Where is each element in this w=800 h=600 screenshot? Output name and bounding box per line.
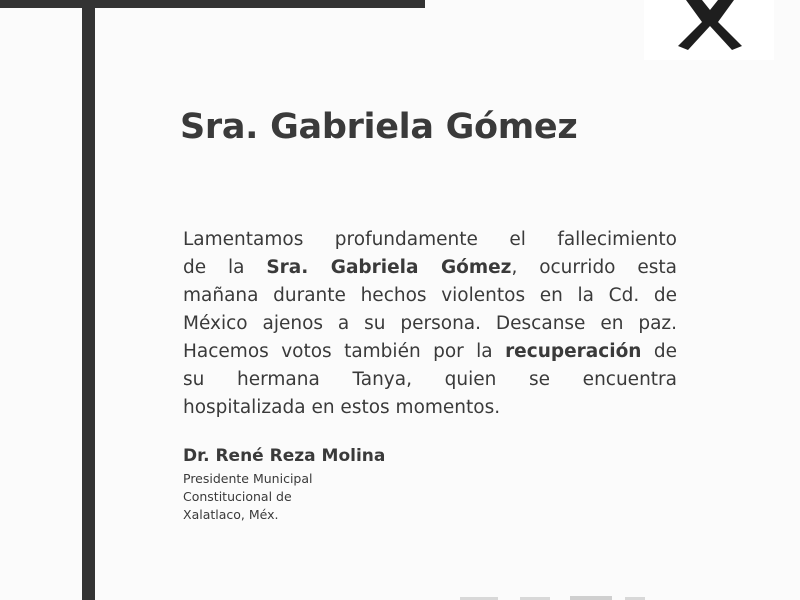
message-line-5: Hacemos votos también por la recuperación de [183, 341, 678, 362]
signatory-name: Dr. René Reza Molina [183, 446, 386, 466]
mourning-ribbon-icon [672, 0, 748, 50]
condolence-message [183, 226, 677, 422]
message-line-2: de la Sra. Gabriela Gómez, ocurrido esta [183, 257, 677, 278]
top-frame-bar [0, 0, 425, 8]
signatory-title-line-2: Constitucional de [183, 489, 292, 504]
message-line-4: México ajenos a su persona. Descanse en paz. [183, 313, 677, 334]
message-line-6: su hermana Tanya, quien se encuentra [183, 369, 677, 390]
message-line-3: mañana durante hechos violentos en la Cd. de [183, 285, 677, 306]
bottom-decorative-marks [460, 594, 660, 600]
signatory-title-line-3: Xalatlaco, Méx. [183, 507, 279, 522]
signatory-title [183, 470, 313, 524]
signatory-title-line-1: Presidente Municipal [183, 471, 313, 486]
deceased-name-inline: Sra. Gabriela Gómez [266, 257, 512, 278]
deceased-name-title: Sra. Gabriela Gómez [180, 107, 578, 147]
recovery-emphasis: recuperación [505, 341, 642, 362]
message-line-1: Lamentamos profundamente el fallecimiento [183, 229, 677, 250]
left-frame-bar [82, 0, 95, 600]
message-line-7: hospitalizada en estos momentos. [183, 397, 501, 418]
